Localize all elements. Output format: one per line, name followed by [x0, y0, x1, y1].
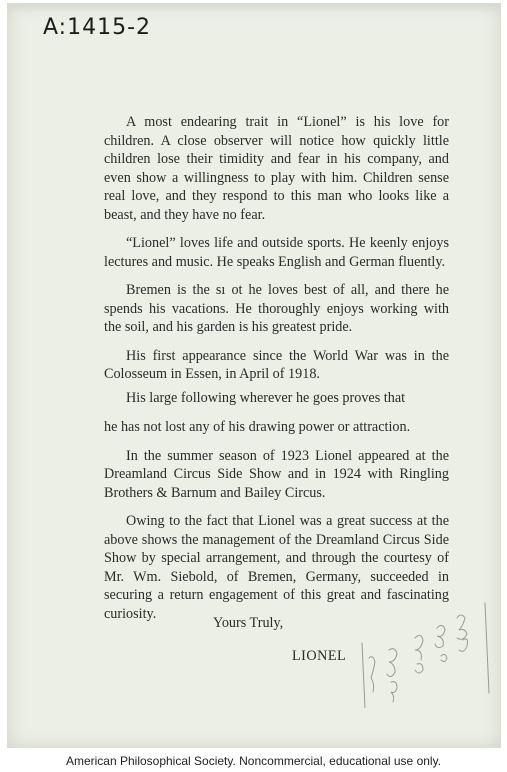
letter-body	[104, 113, 449, 623]
paragraph-love-for-children: A most endearing trait in “Lionel” is his love for children. A close observer will notice how quickly little children lose their timidity and fear in his company, and even show a willingness to play with him. Children sense real love, and they respond to this man who looks like a beast, and they have no fear.	[104, 114, 449, 223]
paragraph-1923-season: In the summer season of 1923 Lionel appeared at the Dreamland Circus Side Show and in 1924 with Ringling Brothers & Barnum and Bailey Circus.	[104, 447, 449, 501]
document-page	[7, 3, 501, 748]
pencil-annotation	[337, 598, 497, 708]
catalog-number: A:1415-2	[43, 15, 151, 40]
paragraph-sports: “Lionel” loves life and outside sports. He keenly enjoys lectures and music. He speaks English and German fluently.	[104, 235, 449, 270]
paragraph-bremen: Bremen is the sı ot he loves best of all, and there he spends his vacations. He thoroughly enjoys working with the soil, and his garden is his greatest pride.	[104, 282, 449, 335]
archive-footer: American Philosophical Society. Noncommercial, educational use only.	[65, 754, 442, 768]
signature-name: LIONEL	[292, 648, 347, 664]
paragraph-large-following: His large following wherever he goes proves that	[126, 389, 406, 406]
closing-line: Yours Truly,	[213, 615, 284, 631]
paragraph-drawing-power: he has not lost any of his drawing power or attraction.	[104, 419, 411, 435]
paragraph-first-appearance: His first appearance since the World War was in the Colosseum in Essen, in April of 1918.	[104, 347, 449, 382]
paragraph-return-engagement: Owing to the fact that Lionel was a great success at the above shows the management of the Dreamland Circus Side Show by special arrangement, and through the courtesy of Mr. Wm. Siebold, of Bremen, Germany, succeeded in securing a return engagement of this great and fascinating curiosity.	[104, 513, 449, 622]
